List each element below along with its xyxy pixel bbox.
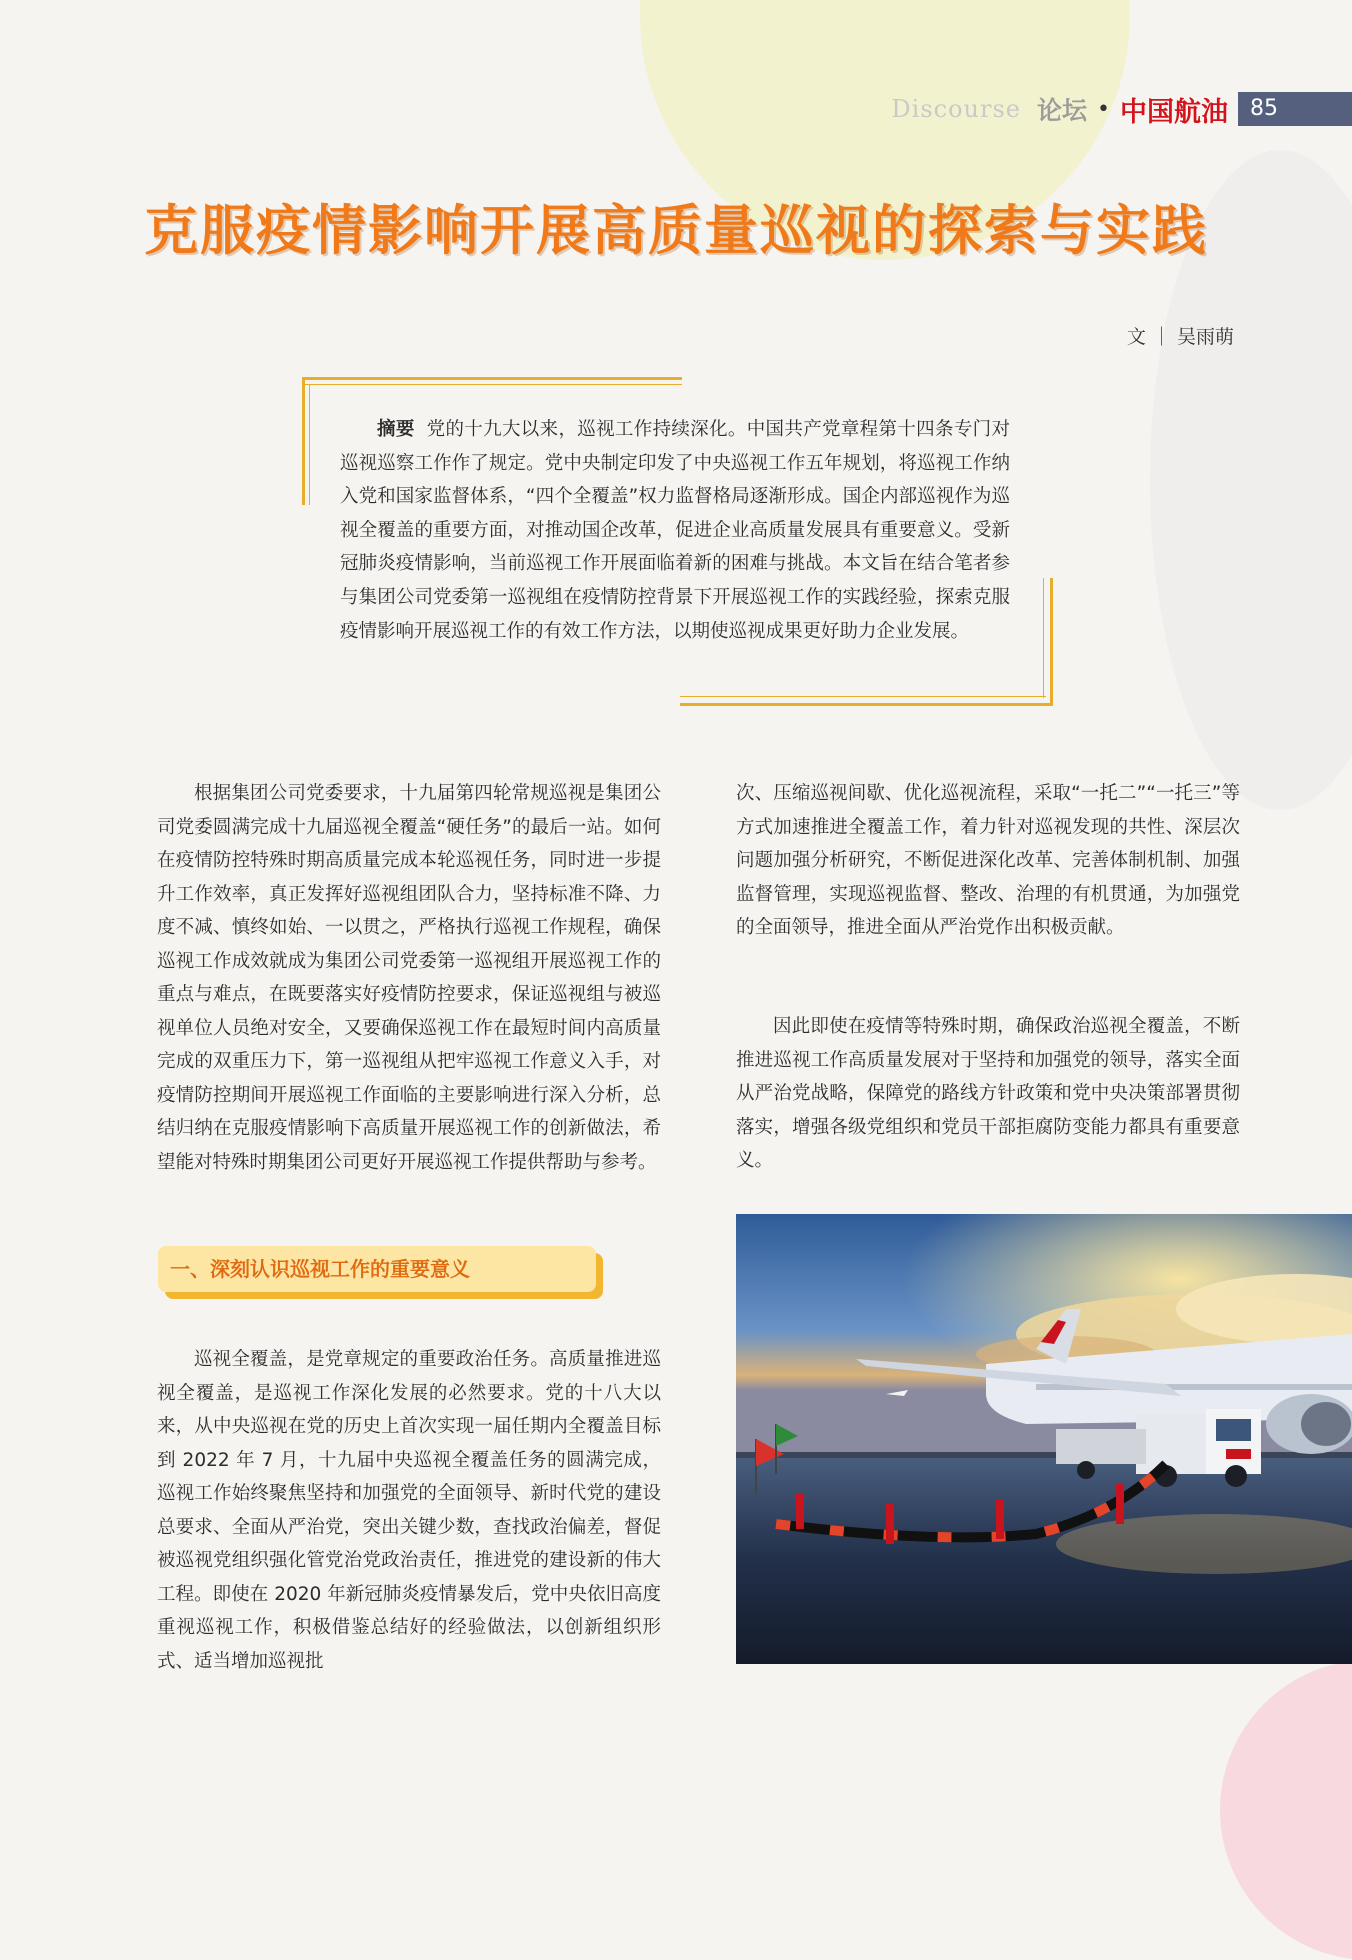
article-title: 克服疫情影响开展高质量巡视的探索与实践 [144, 199, 1208, 262]
paragraph-conclusion: 因此即使在疫情等特殊时期，确保政治巡视全覆盖，不断推进巡视工作高质量发展对于坚持和加强党的领导，落实全面从严治党战略，保障党的路线方针政策和党中央决策部署贯彻落实，增强各级党组织和党员干部拒腐防变能力都具有重要意义。 [736, 1016, 1240, 1171]
header-separator: • [1097, 96, 1110, 122]
abstract-frame-top [302, 377, 682, 380]
abstract-frame-left [302, 377, 305, 505]
abstract-frame-bottom [680, 703, 1053, 706]
body-right-top [736, 777, 1240, 945]
section-heading-1: 一、深刻认识巡视工作的重要意义 [158, 1246, 596, 1292]
abstract [340, 413, 1010, 648]
page-number: 85 [1238, 92, 1352, 126]
airport-refueling-photo [736, 1214, 1352, 1664]
section-label-cn: 论坛 [1037, 96, 1088, 125]
abstract-frame-top-inner [302, 384, 682, 385]
paragraph-continued: 次、压缩巡视间歇、优化巡视流程，采取“一托二”“一托三”等方式加速推进全覆盖工作，着力针对巡视发现的共性、深层次问题加强分析研究，不断促进深化改革、完善体制机制、加强监督管理，实现巡视监督、整改、治理的有机贯通，为加强党的全面领导，推进全面从严治党作出积极贡献。 [736, 783, 1240, 938]
abstract-frame-right [1050, 578, 1053, 706]
page-header [891, 92, 1352, 126]
abstract-text: 党的十九大以来，巡视工作持续深化。中国共产党章程第十四条专门对巡视巡察工作作了规定。党中央制定印发了中央巡视工作五年规划，将巡视工作纳入党和国家监督体系，“四个全覆盖”权力监督格局逐渐形成。国企内部巡视作为巡视全覆盖的重要方面，对推动国企改革，促进企业高质量发展具有重要意义。受新冠肺炎疫情影响，当前巡视工作开展面临着新的困难与挑战。本文旨在结合笔者参与集团公司党委第一巡视组在疫情防控背景下开展巡视工作的实践经验，探索克服疫情影响开展巡视工作的有效工作方法，以期使巡视成果更好助力企业发展。 [340, 419, 1010, 642]
abstract-frame-bottom-inner [680, 696, 1046, 697]
body-left-top [157, 777, 661, 1179]
abstract-frame-left-inner [309, 384, 310, 505]
decor-pink-circle [1220, 1660, 1352, 1960]
paragraph-intro: 根据集团公司党委要求，十九届第四轮常规巡视是集团公司党委圆满完成十九届巡视全覆盖“硬任务”的最后一站。如何在疫情防控特殊时期高质量完成本轮巡视任务，同时进一步提升工作效率，真正发挥好巡视组团队合力，坚持标准不降、力度不减、慎终如始、一以贯之，严格执行巡视工作规程，确保巡视工作成效就成为集团公司党委第一巡视组开展巡视工作的重点与难点，在既要落实好疫情防控要求，保证巡视组与被巡视单位人员绝对安全，又要确保巡视工作在最短时间内高质量完成的双重压力下，第一巡视组从把牢巡视工作意义入手，对疫情防控期间开展巡视工作面临的主要影响进行深入分析，总结归纳在克服疫情影响下高质量开展巡视工作的创新做法，希望能对特殊时期集团公司更好开展巡视工作提供帮助与参考。 [157, 783, 661, 1173]
section-label-en: Discourse [891, 95, 1021, 123]
body-left-bottom [157, 1343, 661, 1678]
paragraph-section1: 巡视全覆盖，是党章规定的重要政治任务。高质量推进巡视全覆盖，是巡视工作深化发展的必然要求。党的十八大以来，从中央巡视在党的历史上首次实现一届任期内全覆盖目标到 2022 年 7 月，十九届中央巡视全覆盖任务的圆满完成，巡视工作始终聚焦坚持和加强党的全面领导、新时代党的建设总要求、全面从严治党，突出关键少数，查找政治偏差，督促被巡视党组织强化管党治党政治责任，推进党的建设新的伟大工程。即使在 2020 年新冠肺炎疫情暴发后，党中央依旧高度重视巡视工作，积极借鉴总结好的经验做法，以创新组织形式、适当增加巡视批 [157, 1349, 661, 1672]
abstract-frame-right-inner [1043, 578, 1044, 698]
body-right-middle [736, 1010, 1240, 1178]
abstract-label: 摘要 [377, 419, 415, 440]
brand-name: 中国航油 [1120, 96, 1228, 128]
author-line: 文 ｜ 吴雨萌 [1126, 326, 1234, 348]
